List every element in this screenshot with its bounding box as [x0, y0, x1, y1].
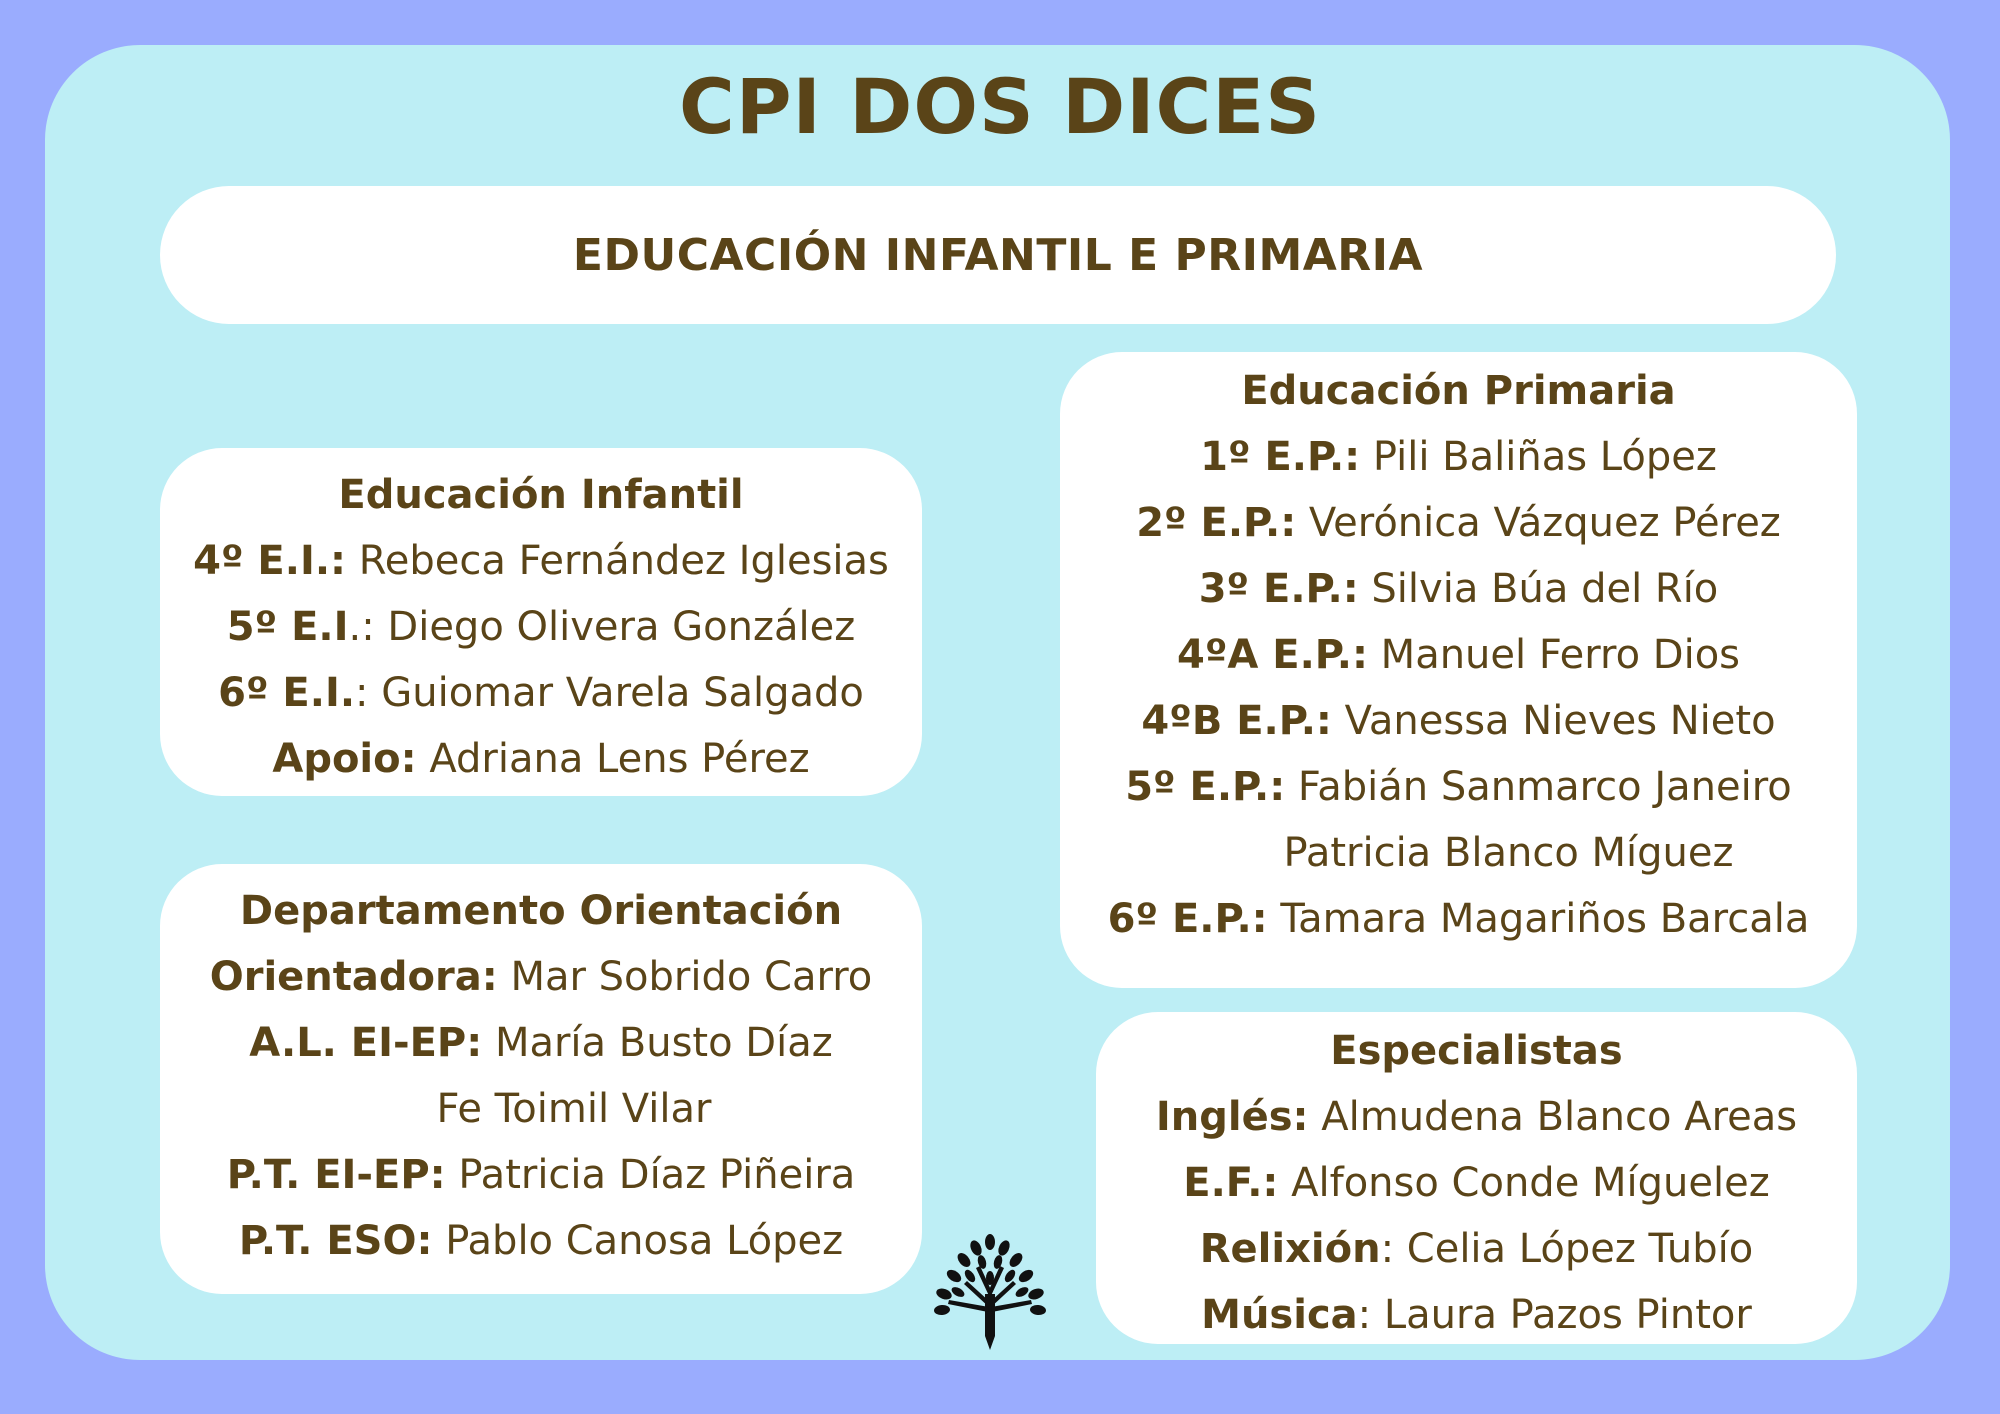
- card-heading: Especialistas: [1330, 1028, 1623, 1074]
- staff-name: Silvia Búa del Río: [1358, 566, 1719, 612]
- role-label: Orientadora:: [209, 954, 498, 1000]
- role-label: 5º E.I: [226, 604, 349, 650]
- staff-name: Patricia Díaz Piñeira: [445, 1152, 856, 1198]
- card-heading: Departamento Orientación: [239, 888, 843, 934]
- staff-row: [160, 528, 922, 594]
- role-label: 4º E.I.:: [193, 538, 347, 584]
- role-label: Inglés:: [1155, 1094, 1309, 1140]
- role-label: 4ºB E.P.:: [1141, 698, 1332, 744]
- header-banner: [160, 186, 1836, 324]
- role-label: A.L. EI-EP:: [249, 1020, 483, 1066]
- staff-name: Manuel Ferro Dios: [1367, 632, 1740, 678]
- role-label: Relixión: [1199, 1226, 1381, 1272]
- staff-row: [160, 1010, 922, 1076]
- tree-pencil-icon: [926, 1228, 1054, 1356]
- staff-row: [1060, 886, 1857, 952]
- staff-row: [1060, 820, 1857, 886]
- staff-row: [1060, 424, 1857, 490]
- staff-name: Almudena Blanco Areas: [1308, 1094, 1798, 1140]
- staff-row: [1060, 688, 1857, 754]
- staff-name: Diego Olivera González: [374, 604, 856, 650]
- role-label: 6º E.P.:: [1107, 896, 1268, 942]
- staff-row: [1096, 1282, 1857, 1348]
- role-label: 1º E.P.:: [1200, 434, 1361, 480]
- role-label: 3º E.P.:: [1198, 566, 1359, 612]
- role-separator: :: [1357, 1292, 1372, 1338]
- staff-row: [160, 726, 922, 792]
- staff-row: [1060, 556, 1857, 622]
- staff-row: [160, 1142, 922, 1208]
- role-separator: :: [1380, 1226, 1395, 1272]
- role-label: Apoio:: [272, 736, 417, 782]
- staff-name: Adriana Lens Pérez: [416, 736, 810, 782]
- role-label: Música: [1201, 1292, 1358, 1338]
- staff-name: Mar Sobrido Carro: [497, 954, 873, 1000]
- staff-name: Verónica Vázquez Pérez: [1296, 500, 1781, 546]
- staff-name: María Busto Díaz: [482, 1020, 833, 1066]
- role-label: 5º E.P.:: [1125, 764, 1286, 810]
- staff-name: Laura Pazos Pintor: [1371, 1292, 1752, 1338]
- staff-name: Vanessa Nieves Nieto: [1331, 698, 1776, 744]
- staff-row: [160, 944, 922, 1010]
- role-label: E.F.:: [1183, 1160, 1279, 1206]
- role-label: P.T. EI-EP:: [226, 1152, 446, 1198]
- staff-row: [160, 1208, 922, 1274]
- staff-name: Alfonso Conde Míguelez: [1278, 1160, 1770, 1206]
- role-label: 6º E.I.: [218, 670, 356, 716]
- role-label: P.T. ESO:: [238, 1218, 433, 1264]
- role-separator: :: [355, 670, 369, 716]
- staff-name: Patricia Blanco Míguez: [1283, 830, 1734, 876]
- staff-row: [1096, 1216, 1857, 1282]
- role-separator: .:: [348, 604, 375, 650]
- staff-name: Rebeca Fernández Iglesias: [346, 538, 889, 584]
- staff-row: [160, 594, 922, 660]
- card-educacion-infantil: [160, 448, 922, 796]
- staff-name: Pili Baliñas López: [1360, 434, 1717, 480]
- staff-row: [1060, 622, 1857, 688]
- staff-row: [1060, 490, 1857, 556]
- staff-name: Fabián Sanmarco Janeiro: [1285, 764, 1792, 810]
- staff-name: Fe Toimil Vilar: [436, 1086, 712, 1132]
- staff-row: [1060, 754, 1857, 820]
- card-especialistas: [1096, 1012, 1857, 1344]
- staff-name: Tamara Magariños Barcala: [1267, 896, 1810, 942]
- page-title: CPI DOS DICES: [679, 62, 1321, 151]
- staff-name: Guiomar Varela Salgado: [368, 670, 864, 716]
- staff-row: [1096, 1084, 1857, 1150]
- header-text: EDUCACIÓN INFANTIL E PRIMARIA: [572, 229, 1424, 281]
- staff-name: Celia López Tubío: [1394, 1226, 1754, 1272]
- staff-row: [160, 660, 922, 726]
- staff-row: [160, 1076, 922, 1142]
- role-label: 2º E.P.:: [1136, 500, 1297, 546]
- card-educacion-primaria: [1060, 352, 1857, 988]
- role-label: 4ºA E.P.:: [1177, 632, 1368, 678]
- card-departamento-orientacion: [160, 864, 922, 1294]
- card-heading: Educación Infantil: [338, 472, 744, 518]
- staff-name: Pablo Canosa López: [432, 1218, 844, 1264]
- staff-row: [1096, 1150, 1857, 1216]
- card-heading: Educación Primaria: [1241, 368, 1676, 414]
